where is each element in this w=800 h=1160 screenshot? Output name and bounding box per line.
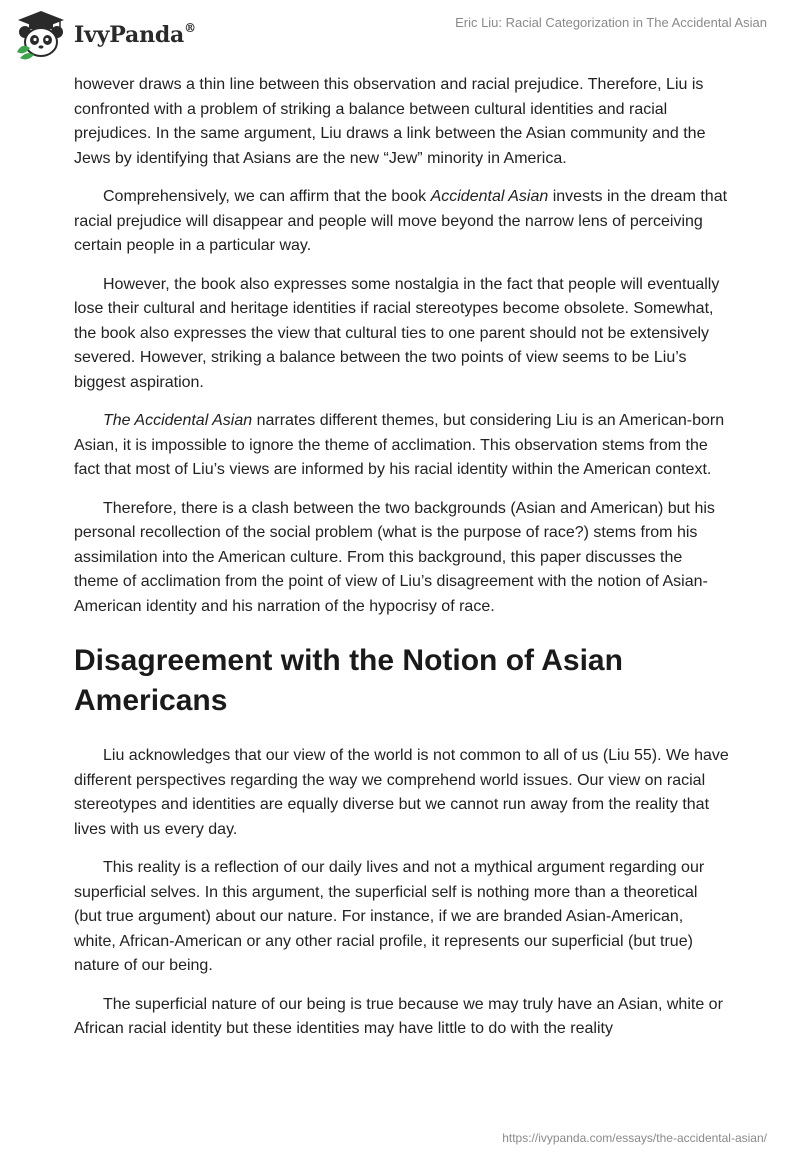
registered-mark: ® [184, 20, 196, 35]
document-title: Eric Liu: Racial Categorization in The Accidental Asian [455, 15, 767, 30]
source-url[interactable]: https://ivypanda.com/essays/the-accidental-asian/ [502, 1131, 767, 1145]
book-title: Accidental Asian [430, 188, 549, 205]
paragraph: The Accidental Asian narrates different themes, but considering Liu is an American-born Asian, it is impossible to ignore the theme of acclimation. This observation stems from the fact that most of Liu’s views are informed by his racial identity within the American context. [74, 412, 725, 478]
page-header [0, 0, 800, 70]
paragraph: However, the book also expresses some nostalgia in the fact that people will eventually lose their cultural and heritage identities if racial stereotypes become obsolete. Somewhat, the book also expresses the view that cultural ties to one parent should not be extensively severed. However, striking a balance between the two points of view seems to be Liu’s biggest aspiration. [74, 275, 720, 391]
paragraph: Therefore, there is a clash between the two backgrounds (Asian and American) but his personal recollection of the social problem (what is the purpose of race?) stems from his assimilation into the American culture. From this background, this paper discusses the theme of acclimation from the point of view of Liu’s disagreement with the notion of Asian-American identity and his narration of the hypocrisy of race. [74, 499, 715, 615]
paragraph: Comprehensively, we can affirm that the book Accidental Asian invests in the dream that racial prejudice will disappear and people will move beyond the narrow lens of perceiving certain people in a particular way. [74, 188, 728, 254]
ivypanda-logo[interactable] [14, 8, 196, 62]
logo-wordmark: IvyPanda® [74, 20, 196, 48]
book-title: The Accidental Asian [103, 412, 253, 429]
paragraph: Liu acknowledges that our view of the world is not common to all of us (Liu 55). We have different perspectives regarding the way we comprehend world issues. Our view on racial stereotypes and identities are equally diverse but we cannot run away from the reality that lives with us every day. [74, 747, 729, 838]
paragraph: This reality is a reflection of our daily lives and not a mythical argument regarding our superficial selves. In this argument, the superficial self is nothing more than a theoretical (but true argument) about our nature. For instance, if we are branded Asian-American, white, African-American or any other racial profile, it represents our superficial (but true) nature of our being. [74, 859, 705, 974]
panda-graduate-icon [14, 8, 68, 62]
paragraph: however draws a thin line between this observation and racial prejudice. Therefore, Liu is confronted with a problem of striking a balance between cultural identities and racial prejudices. In the same argument, Liu draws a link between the Asian community and the Jews by identifying that Asians are the new “Jew” minority in America. [74, 76, 706, 167]
paragraph: The superficial nature of our being is true because we may truly have an Asian, white or African racial identity but these identities may have little to do with the reality [74, 995, 723, 1037]
section-heading: Disagreement with the Notion of Asian Americans [74, 644, 623, 717]
essay-body [74, 73, 729, 1056]
